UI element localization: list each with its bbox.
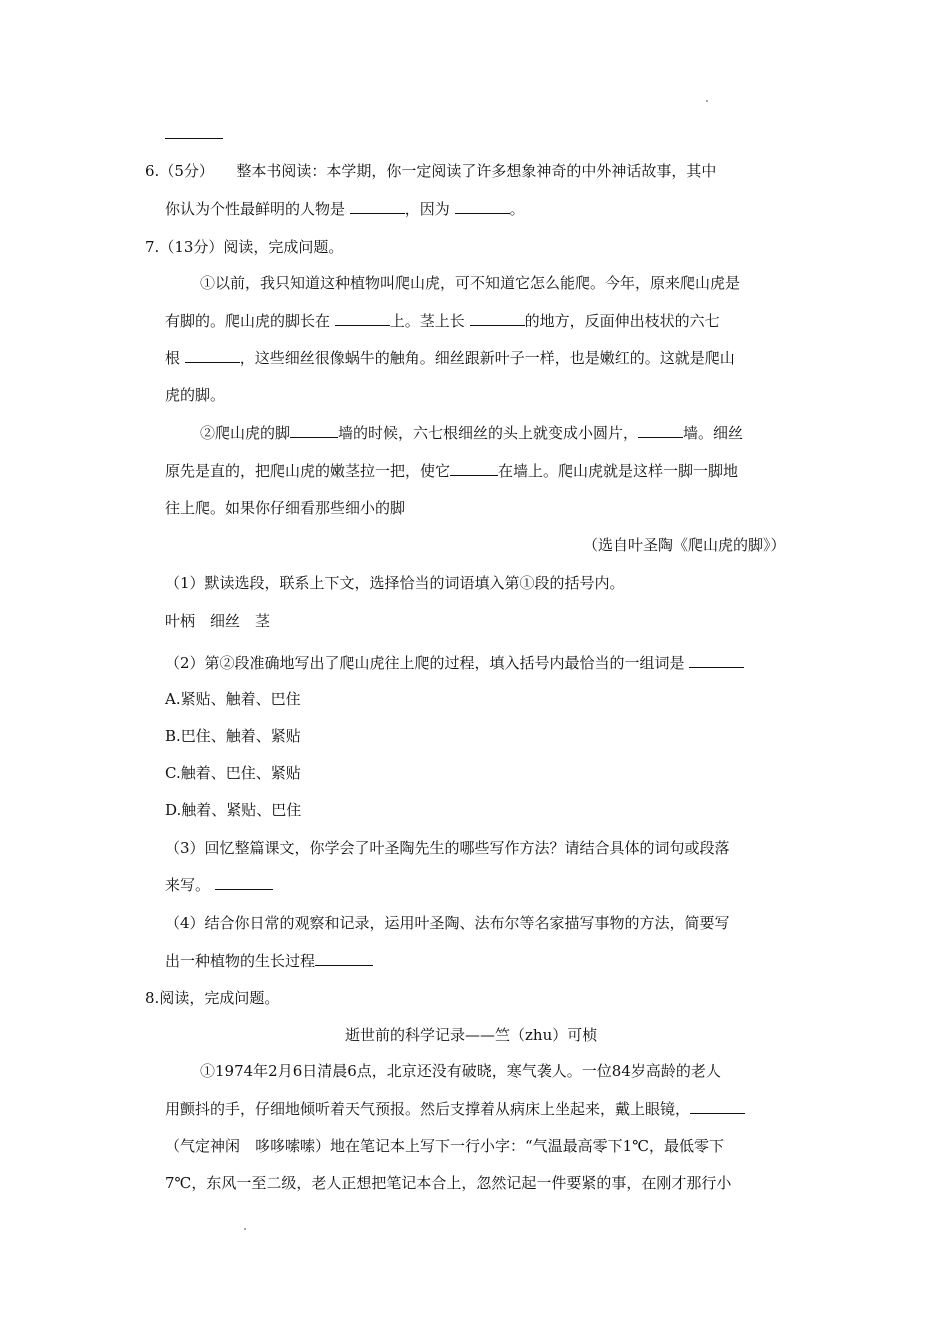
q8-blank-1[interactable] bbox=[690, 1099, 745, 1114]
q7-sub3-blank[interactable] bbox=[215, 875, 273, 890]
q6-score: （5分） bbox=[159, 162, 207, 180]
q7-p2-line-2: 原先是直的，把爬山虎的嫩茎拉一把，使它 在墙上。爬山虎就是这样一脚一脚地 bbox=[165, 462, 739, 480]
q7-number: 7. bbox=[145, 238, 160, 256]
q8-p1-line-4: 7℃，东风一至二级，老人正想把笔记本合上，忽然记起一件要紧的事，在刚才那行小 bbox=[165, 1174, 732, 1192]
q7-blank-6[interactable] bbox=[450, 461, 498, 476]
q7-p1-line-2: 有脚的。爬山虎的脚长在 上。茎上长 的地方，反面伸出枝状的六七 bbox=[165, 312, 720, 330]
q7-option-a[interactable]: A.紧贴、触着、巴住 bbox=[165, 690, 301, 708]
q8-p1-line-3: （气定神闲 哆哆嗦嗦）地在笔记本上写下一行小字：“气温最高零下1℃，最低零下 bbox=[165, 1137, 724, 1155]
q6-blank-character[interactable] bbox=[350, 199, 405, 214]
q8-p1-line-1: ①1974年2月6日清晨6点，北京还没有破晓，寒气袭人。一位84岁高龄的老人 bbox=[200, 1062, 721, 1080]
q7-sub2-blank[interactable] bbox=[689, 653, 744, 668]
scan-speck bbox=[706, 100, 708, 102]
q7-sub3-line-1: （3）回忆整篇课文，你学会了叶圣陶先生的哪些写作方法？请结合具体的词句或段落 bbox=[165, 839, 730, 857]
q8-p1-line-2: 用颤抖的手，仔细地倾听着天气预报。然后支撑着从病床上坐起来，戴上眼镜， bbox=[165, 1099, 745, 1119]
q7-p2-line-1: ②爬山虎的脚 墙的时候，六七根细丝的头上就变成小圆片， 墙。细丝 bbox=[200, 424, 744, 442]
q6-blank-reason[interactable] bbox=[455, 199, 510, 214]
q7-sub4-line-1: （4）结合你日常的观察和记录，运用叶圣陶、法布尔等名家描写事物的方法，简要写 bbox=[165, 914, 730, 932]
q7-blank-1[interactable] bbox=[335, 311, 390, 326]
q6-line-1 bbox=[145, 161, 716, 181]
q7-blank-5[interactable] bbox=[638, 423, 683, 438]
q7-sub3-line-2: 来写。 bbox=[165, 875, 273, 895]
q7-option-c[interactable]: C.触着、巴住、紧贴 bbox=[165, 764, 301, 782]
q8-header: 8.阅读，完成问题。 bbox=[145, 989, 280, 1007]
q6-number: 6. bbox=[145, 162, 160, 180]
q7-source: （选自叶圣陶《爬山虎的脚》） bbox=[583, 536, 786, 554]
q7-blank-2[interactable] bbox=[470, 311, 525, 326]
q7-sub2: （2）第②段准确地写出了爬山虎往上爬的过程，填入括号内最恰当的一组词是 bbox=[165, 653, 744, 673]
answer-blank-fragment[interactable] bbox=[165, 124, 223, 144]
q7-p1-line-3: 根 ，这些细丝很像蜗牛的触角。细丝跟新叶子一样，也是嫩红的。这就是爬山 bbox=[165, 349, 735, 367]
q6-line-2: 你认为个性最鲜明的人物是 ，因为 。 bbox=[165, 200, 525, 218]
q7-sub1: （1）默读选段，联系上下文，选择恰当的词语填入第①段的括号内。 bbox=[165, 574, 625, 592]
q7-p2-line-3: 往上爬。如果你仔细看那些细小的脚 bbox=[165, 499, 406, 517]
q7-sub4-blank[interactable] bbox=[315, 951, 373, 966]
q7-sub4-line-2: 出一种植物的生长过程 bbox=[165, 951, 373, 971]
q7-p1-line-4: 虎的脚。 bbox=[165, 386, 226, 404]
q6-text: 整本书阅读：本学期，你一定阅读了许多想象神奇的中外神话故事，其中 bbox=[236, 162, 717, 180]
q7-blank-4[interactable] bbox=[290, 423, 338, 438]
q8-article-title: 逝世前的科学记录——竺（zhu）可桢 bbox=[345, 1026, 598, 1044]
q7-option-d[interactable]: D.触着、紧贴、巴住 bbox=[165, 801, 302, 819]
q8-number: 8. bbox=[145, 989, 160, 1007]
scan-speck bbox=[244, 1228, 246, 1230]
q7-word-choices: 叶柄 细丝 茎 bbox=[165, 612, 271, 630]
q7-option-b[interactable]: B.巴住、触着、紧贴 bbox=[165, 727, 301, 745]
q7-blank-3[interactable] bbox=[185, 348, 240, 363]
q7-header: 7.（13分）阅读，完成问题。 bbox=[145, 238, 344, 256]
q7-p1-line-1: ①以前，我只知道这种植物叫爬山虎，可不知道它怎么能爬。今年，原来爬山虎是 bbox=[200, 274, 741, 292]
